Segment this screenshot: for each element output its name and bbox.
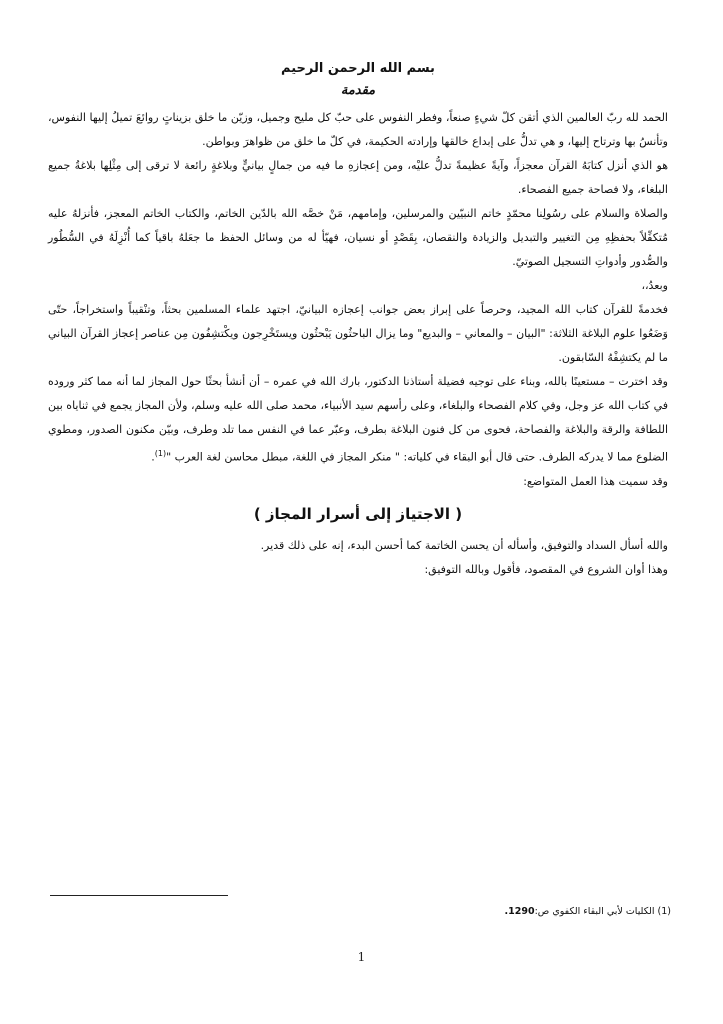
footnote-text: الكليات لأبي البقاء الكفوي ص:	[534, 906, 655, 917]
paragraph-naming: وقد سميت هذا العمل المتواضع:	[523, 474, 668, 488]
footnote-marker: (1)	[657, 906, 671, 917]
paragraph-quran: هو الذي أنزل كتابَهُ القرآن معجزاً، وآيةً عظيمةً تدلُّ عليْه، ومن إعجازهِ ما فيه من جمالٍ بيانيٍّ وبلاغةٍ رائعة لا ترقى إلى مِثْلِها بلاغةُ جميع البلغاء، ولا فصاحة جميع الفصحاء.	[48, 159, 668, 196]
footnote-separator	[50, 895, 228, 896]
closing-start: وهذا أوان الشروع في المقصود، فأقول وبالله التوفيق:	[424, 562, 668, 576]
footnote-page: 1290.	[504, 906, 535, 917]
paragraph-choice: وقد اخترت – مستعينًا بالله، وبناء على توجيه فضيلة أستاذنا الدكتور، بارك الله في عمره – أن أنشأ بحثًا حول المجاز لما أنه مما كثر وروده في كتاب الله عز وجل، وفي كلام الفصحاء والبلغاء، وعلى رأسهم سيد الأنبياء، محمد صلى الله عليه وسلم، ولأن المجاز يجمع في ثناياه بين اللطافة والرقة والبلاغة والفصاحة، فحوى من كل فنون البلاغة بطرف، وعبّر عما في النفس مما تلد وطرف، وبيّن مكنون الصدور، ومطوي الضلوع مما لا يدركه الطرف. حتى قال أبو البقاء في كلياته: " منكر المجاز في اللغة، مبطل محاسن لغة العرب "$^{(1)}$.	[48, 375, 668, 464]
paragraph-praise: الحمد لله ربّ العالمين الذي أتقن كلّ شيءٍ صنعاً، وفطر النفوس على حبّ كل مليح وجميل، وزيّن ما خلق بزيناتٍ روائعَ تميلُ إليها النفوس، وتأنسُ بها وترتاح إليها، و هي تدلُّ على إبداع خالقها وإرادته الحكيمة، في كلّ ما خلق من ظواهرَ وبواطن.	[48, 111, 668, 148]
paragraph-service: فخدمةً للقرآن كتاب الله المجيد، وحرصاً على إبراز بعض جوانب إعجازه البيانيّ، اجتهد علماء المسلمين بحثاً، وتنْقيباً واستخراجاً، حتّى وَضَعُوا علوم البلاغة الثلاثة: "البيان – والمعاني – والبديع" وما يزال الباحثُون يَبْحثُون ويستَخْرِجون ويكْتشِفُون مِن عناصر إعجاز القرآن البياني ما لم يكتشِفْهُ السّابقون.	[48, 303, 668, 364]
page-heading: مقدمة	[340, 83, 376, 98]
footnote-reference: (1)	[154, 449, 167, 458]
paragraph-salutation: والصلاة والسلام على رسُولِنا محمّدٍ خاتم النبيّين والمرسلين، وإمامهم، مَنْ خصَّه الله بالدّين الخاتم، والكتاب الخاتم المعجز، فأنزلهُ عليه مُتكفِّلاً بحفظِهِ مِن التغيير والتبديل والزيادة والنقصان، بِقَصْدٍ أو نسيان، فهيّأ له من وسائل الحفظ ما جعَلهُ باقياً كما أُنْزِلَهُ في السُّطُور والصُّدور وأدواتِ التسجيل الصوتيّ.	[48, 207, 668, 268]
basmala: بسم الله الرحمن الرحيم	[281, 61, 435, 76]
footnote	[71, 906, 671, 917]
page-number: 1	[357, 950, 366, 964]
paragraph-choice-text: وقد اخترت – مستعينًا بالله، وبناء على توجيه فضيلة أستاذنا الدكتور، بارك الله في عمره – أن أنشأ بحثًا حول المجاز لما أنه مما كثر وروده في كتاب الله عز وجل، وفي كلام الفصحاء والبلغاء، وعلى رأسهم سيد الأنبياء، محمد صلى الله عليه وسلم، ولأن المجاز يجمع في ثناياه بين اللطافة والرقة والبلاغة والفصاحة، فحوى من كل فنون البلاغة بطرف، وعبّر عما في النفس مما تلد وطرف، وبيّن مكنون الصدور، ومطوي الضلوع مما لا يدركه الطرف. حتى قال أبو البقاء في كلياته: " منكر المجاز في اللغة، مبطل محاسن لغة العرب "	[48, 375, 668, 464]
work-title: ( الاجتياز إلى أسرار المجاز )	[253, 504, 463, 523]
page-body	[48, 58, 668, 582]
closing-prayer: والله أسأل السداد والتوفيق، وأسأله أن يحسن الخاتمة كما أحسن البدء، إنه على ذلك قدير.	[260, 538, 668, 552]
paragraph-transition: وبعدُ،،	[641, 279, 668, 292]
